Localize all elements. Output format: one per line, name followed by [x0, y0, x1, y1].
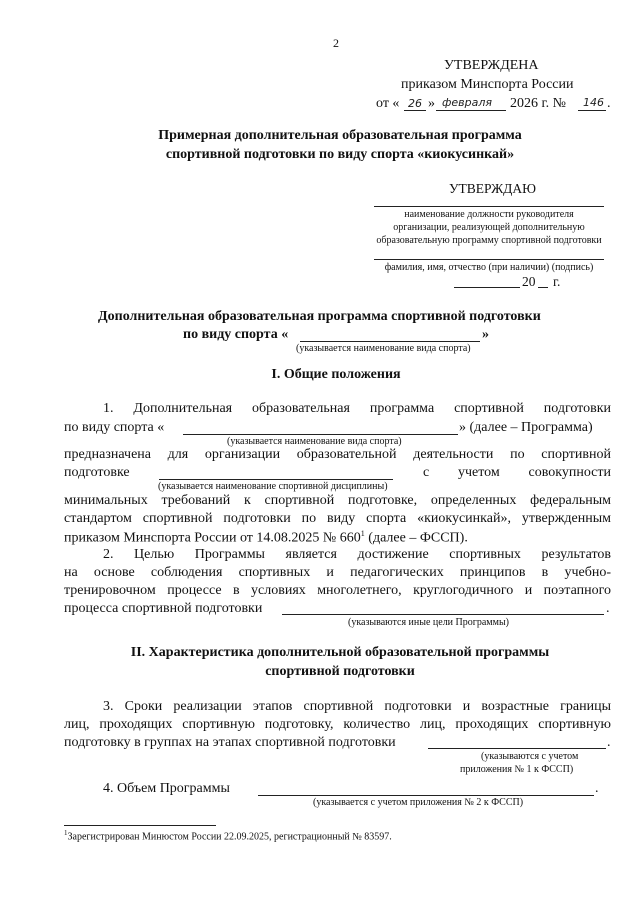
p3-caption-l2: приложения № 1 к ФССП)	[460, 764, 574, 775]
heading-line2: спортивной подготовки по виду спорта «киокусинкай»	[165, 147, 515, 162]
utverzhdayu-caption1-l2: организации, реализующей дополнительную	[393, 222, 585, 233]
p3-caption-l1: (указываются с учетом	[481, 751, 579, 762]
approval-line1: приказом Минспорта России	[401, 77, 574, 92]
p1-line4-prefix: подготовке	[64, 465, 130, 480]
handwritten-day: 26	[408, 97, 422, 110]
footnote-ref: 1	[360, 529, 365, 538]
section1-title: I. Общие положения	[271, 367, 401, 382]
p4-caption: (указывается с учетом приложения № 2 к ФССП)	[313, 797, 524, 808]
p3-line1: 3. Сроки реализации этапов спортивной подготовки и возрастные границы	[103, 699, 611, 714]
section2-title-line1: II. Характеристика дополнительной образовательной программы	[130, 645, 550, 660]
utverzhdayu-title: УТВЕРЖДАЮ	[449, 181, 537, 196]
p2-caption: (указываются иные цели Программы)	[348, 617, 510, 628]
footnote: $^1$Зарегистрирован Минюстом России 22.09.2025, регистрационный № 83597.	[64, 829, 392, 843]
p1-line2-suffix: » (далее – Программа)	[459, 420, 593, 435]
p1-line7: приказом Минспорта России от 14.08.2025 № $660^1$ (далее – ФССП).	[64, 529, 468, 546]
p2-line2: на основе соблюдения спортивных и педагогических принципов в учебно-	[64, 565, 611, 580]
p1-line4-suffix: с учетом совокупности	[423, 465, 611, 480]
utverzhdayu-caption1-l1: наименование должности руководителя	[404, 209, 574, 220]
handwritten-order-number: 146	[583, 96, 604, 109]
p1-caption1: (указывается наименование вида спорта)	[227, 436, 402, 447]
p1-line6: стандартом спортивной подготовки по виду спорта «киокусинкай», утвержденным	[64, 511, 611, 526]
approval-title: УТВЕРЖДЕНА	[444, 58, 539, 73]
p1-line3: предназначена для организации образовательной деятельности по спортивной	[64, 447, 611, 462]
p4-prefix: 4. Объем Программы	[103, 781, 230, 796]
p3-line3-prefix: подготовку в группах на этапах спортивной подготовки	[64, 735, 396, 750]
p3-line2: лиц, проходящих спортивную подготовку, количество лиц, проходящих спортивную	[64, 717, 611, 732]
program-title-line1: Дополнительная образовательная программа спортивной подготовки	[98, 309, 541, 324]
section2-title-line2: спортивной подготовки	[265, 664, 415, 679]
program-title-line2-prefix: по виду спорта «	[183, 327, 289, 342]
heading-line1: Примерная дополнительная образовательная программа	[158, 128, 522, 143]
page-number: 2	[333, 36, 339, 50]
program-title-caption: (указывается наименование вида спорта)	[296, 343, 471, 354]
p1-line1: 1. Дополнительная образовательная программа спортивной подготовки	[103, 401, 611, 416]
p1-line5: минимальных требований к спортивной подготовке, определенных федеральным	[64, 493, 611, 508]
p2-line3: тренировочном процессе в условиях многолетнего, круглогодичного и поэтапного	[64, 583, 611, 598]
p2-line1: 2. Целью Программы является достижение спортивных результатов	[103, 547, 611, 562]
utverzhdayu-caption2: фамилия, имя, отчество (при наличии) (подпись)	[384, 262, 594, 273]
handwritten-month: февраля	[442, 96, 493, 109]
p1-line2-prefix: по виду спорта «	[64, 420, 165, 435]
p1-caption2: (указывается наименование спортивной дисциплины)	[158, 481, 388, 492]
utverzhdayu-caption1-l3: образовательную программу спортивной подготовки	[376, 235, 602, 246]
p2-line4-prefix: процесса спортивной подготовки	[64, 601, 263, 616]
